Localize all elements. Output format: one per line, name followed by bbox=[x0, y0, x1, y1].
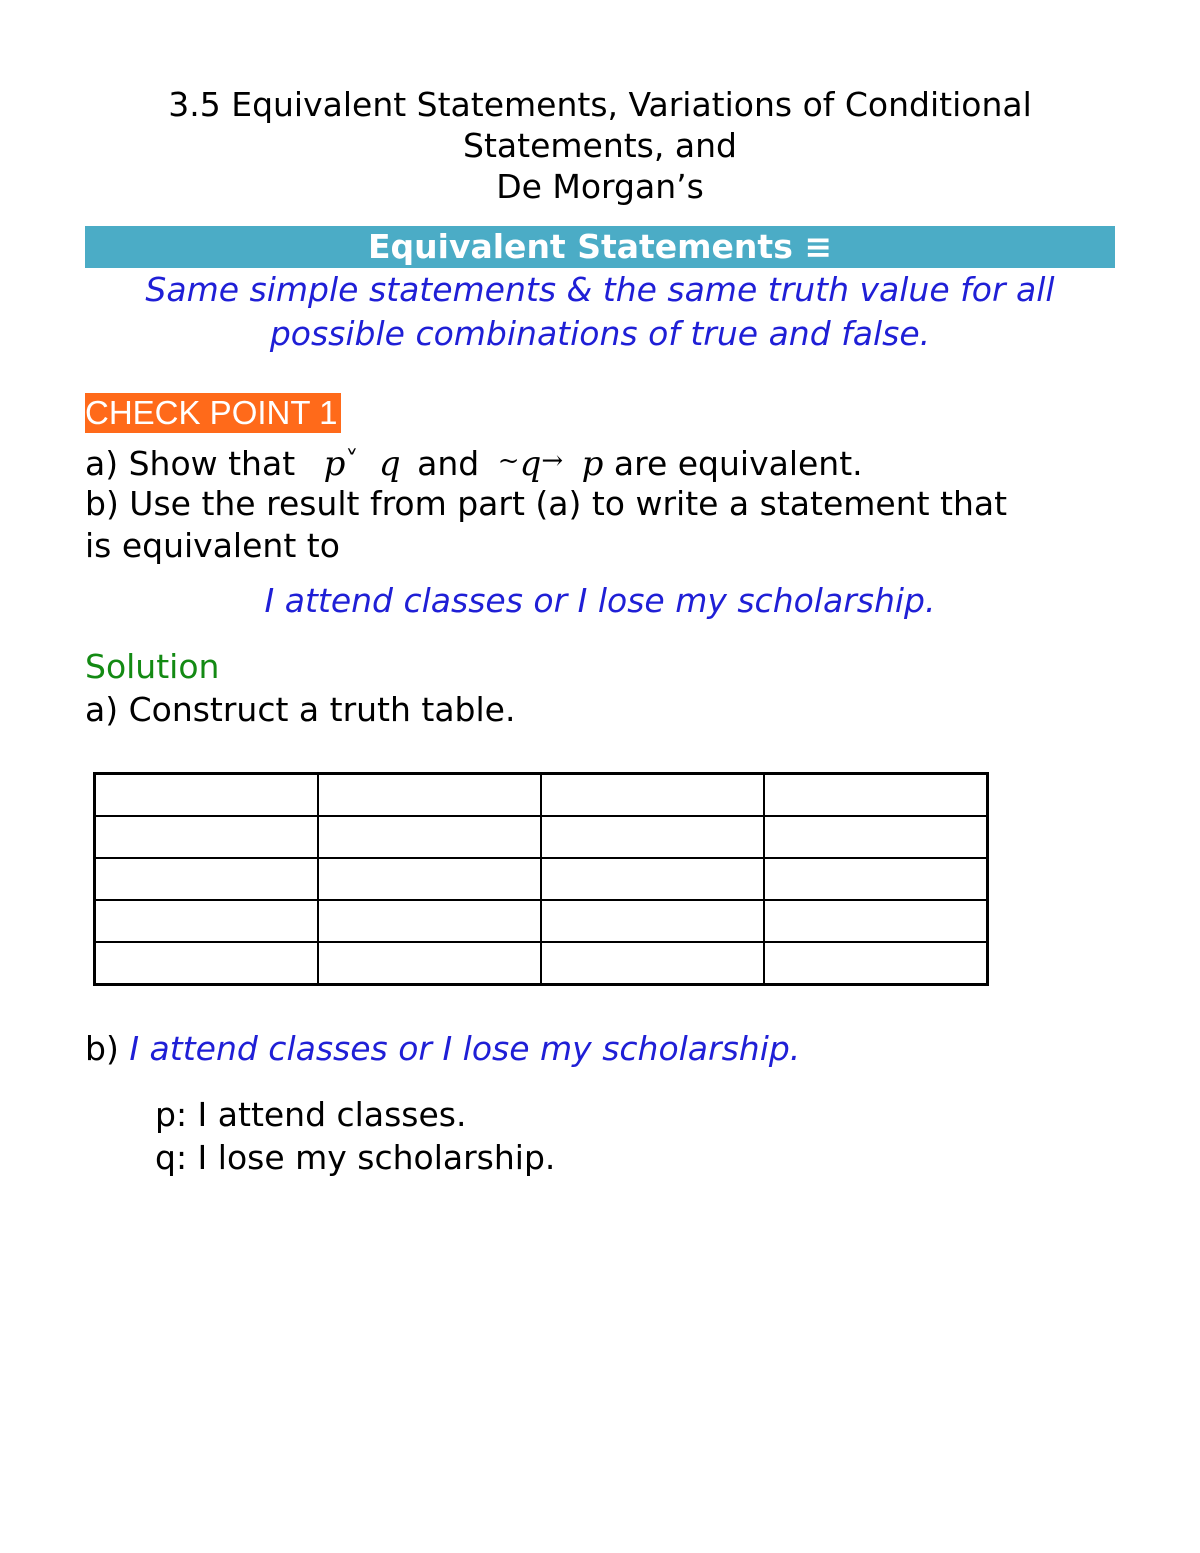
title-line-2: Statements, and bbox=[463, 126, 737, 165]
table-cell bbox=[318, 900, 541, 942]
page-title bbox=[0, 84, 1200, 207]
table-cell bbox=[541, 942, 764, 985]
table-row bbox=[95, 774, 988, 817]
checkpoint-label: CHECK POINT 1 bbox=[85, 393, 341, 433]
table-cell bbox=[764, 900, 987, 942]
table-cell bbox=[318, 774, 541, 817]
part-a-question bbox=[85, 440, 863, 485]
part-a-suffix: are equivalent. bbox=[613, 444, 863, 483]
definition-text bbox=[85, 268, 1115, 356]
title-line-1: 3.5 Equivalent Statements, Variations of Conditional bbox=[168, 85, 1032, 124]
table-cell bbox=[318, 816, 541, 858]
expr1-p: p bbox=[323, 444, 346, 484]
part-b-statement: I attend classes or I lose my scholarship. bbox=[129, 1029, 801, 1068]
title-line-3: De Morgan’s bbox=[496, 167, 704, 206]
table-cell bbox=[318, 858, 541, 900]
table-cell bbox=[764, 858, 987, 900]
and-word: and bbox=[417, 444, 480, 483]
table-cell bbox=[541, 900, 764, 942]
table-cell bbox=[95, 900, 318, 942]
section-banner: Equivalent Statements ≡ bbox=[85, 226, 1115, 268]
definition-line-1: Same simple statements & the same truth value for all bbox=[145, 270, 1055, 309]
table-cell bbox=[764, 942, 987, 985]
expr2-arrow-symbol: → bbox=[541, 446, 564, 476]
table-cell bbox=[95, 774, 318, 817]
table-row bbox=[95, 942, 988, 985]
solution-part-b bbox=[85, 1028, 800, 1070]
table-cell bbox=[541, 816, 764, 858]
part-b-line-1: b) Use the result from part (a) to write a statement that bbox=[85, 484, 1008, 523]
expr2-q: q bbox=[519, 444, 542, 484]
expr2-not-symbol: ~ bbox=[497, 446, 520, 476]
q-definition: q: I lose my scholarship. bbox=[155, 1138, 556, 1177]
table-row bbox=[95, 858, 988, 900]
p-definition: p: I attend classes. bbox=[155, 1095, 467, 1134]
table-cell bbox=[95, 816, 318, 858]
example-statement: I attend classes or I lose my scholarship. bbox=[264, 581, 936, 620]
table-cell bbox=[318, 942, 541, 985]
table-row bbox=[95, 900, 988, 942]
part-b-prefix: b) bbox=[85, 1029, 119, 1068]
truth-table bbox=[93, 772, 989, 986]
part-b-line-2: is equivalent to bbox=[85, 526, 340, 565]
table-cell bbox=[764, 816, 987, 858]
solution-heading: Solution bbox=[85, 647, 220, 686]
table-cell bbox=[764, 774, 987, 817]
part-a-prefix: a) Show that bbox=[85, 444, 296, 483]
expr1-q: q bbox=[378, 444, 401, 484]
table-cell bbox=[95, 858, 318, 900]
expr1-or-symbol: ˅ bbox=[345, 446, 359, 476]
table-row bbox=[95, 816, 988, 858]
definition-line-2: possible combinations of true and false. bbox=[269, 314, 931, 353]
solution-part-a: a) Construct a truth table. bbox=[85, 690, 516, 729]
expr2-p: p bbox=[581, 444, 604, 484]
table-cell bbox=[541, 774, 764, 817]
table-cell bbox=[95, 942, 318, 985]
table-cell bbox=[541, 858, 764, 900]
